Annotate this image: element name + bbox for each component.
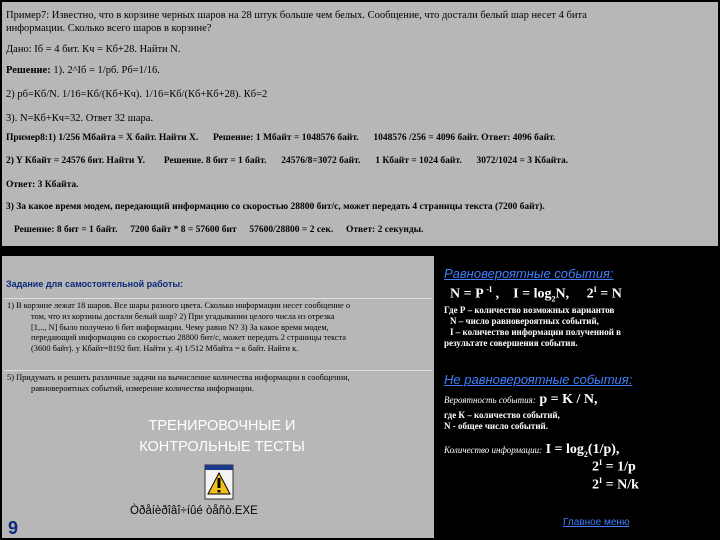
tasks-title: Задание для самостоятельной работы: [6,279,184,289]
equiprobable-title: Равновероятные события: [444,266,614,281]
task1-line4: передающий информацию со скоростью 28800 бит/с, может передать 2 страницы текста [31,333,347,343]
exe-file-label[interactable]: Òðåíèðîâî÷íûé òåñò.EXE [130,505,258,517]
exe-file-icon[interactable] [204,464,234,500]
example8-answer: Ответ: 3 Кбайта. [6,180,79,190]
example8-part2-solution: Решение. 8 бит = 1 байт. [163,156,267,166]
example8-part1-answer: 1048576 /256 = 4096 байт. Ответ: 4096 байт. [373,133,556,143]
example8-part1-task: Пример8:1) 1/256 Мбайта = Х байт. Найти Х. [6,133,199,143]
information-formula: $I = \log_2(1/p)$, [542,442,620,459]
example7-solution-step3: 3). N=Кб+Кч=32. Ответ 32 шара. [6,113,154,124]
example8-part2-result: 3072/1024 = 3 Кбайта. [476,156,569,166]
equiprobable-formula: N = P $^{-I}$ , $I = \log_2N$, $2^I = N$ [450,285,622,304]
tests-heading [102,416,342,458]
eq-desc-line3: I – количество информации полученной в [450,327,622,337]
part3-answer: Ответ: 2 секунды. [345,225,424,235]
example7-solution-step1 [6,64,160,77]
task1-line5: (3600 байт). у Кбайт=8192 бит. Найти у. 4) 1/512 Мбайта = к байт. Найти к. [31,344,299,354]
information-row [444,440,619,459]
example8-part2-kbyte: 1 Кбайт = 1024 байт. [375,156,462,166]
nonequiprobable-description [444,410,560,432]
example8-line1 [6,132,555,145]
solution-step1-text: 1). 2^Iб = 1/pб. Pб=1/16. [50,65,160,76]
task2-line1: 5) Придумать и решить различные задачи на вычисление количества информации в сообщении, [7,373,350,382]
probability-row [444,390,597,408]
eq-desc-line1: Где Р – количество возможных вариантов [444,305,615,315]
information-formula-3: $2^I = N/k$ [592,476,639,493]
example7-line2: информации. Сколько всего шаров в корзине? [6,23,212,34]
task1-line3: [1,.., N] было получено 6 бит информации. Чему равно N? 3) За какое время модем, [31,322,329,332]
probability-formula: p = K / N, [535,392,598,407]
eq-desc-line4: результате совершения события. [444,338,578,348]
examples-panel [2,2,718,246]
task1-line2: том, что из корзины достали белый шар? 2) При угадывании целого числа из отрезка [31,311,335,321]
example8-part3-task: 3) За какое время модем, передающий информацию со скоростью 28800 бит/с, может передать 4 страницы текста (7200 байт). [6,202,545,212]
information-formula-2: $2^I = 1/p$ [592,458,636,475]
task1-line1: 1) В корзине лежат 18 шаров. Все шары разного цвета. Сколько информации несет сообщение о [7,301,351,310]
example8-part1-solution: Решение: 1 Мбайт = 1048576 байт. [213,133,359,143]
example8-part3-solution [14,224,423,237]
part3-solution-step1: Решение: 8 бит = 1 байт. [14,225,118,235]
solution-label: Решение: [6,65,51,76]
nonequiprobable-title: Не равновероятные события: [444,372,633,387]
neq-desc-line1: где К – количество событий, [444,410,560,420]
task-list-2 [4,370,432,401]
tests-heading-line1: ТРЕНИРОВОЧНЫЕ И [148,418,296,434]
eq-desc-line2: N – число равновероятных событий, [450,316,599,326]
tasks-panel [2,256,434,538]
example7-line1: Пример7: Известно, что в корзине черных шаров на 28 штук больше чем белых. Сообщение, что достали белый шар несет 4 бита [6,10,587,21]
example7-solution-step2: 2) pб=Кб/N. 1/16=Кб/(Кб+Кч). 1/16=Кб/(Кб+Кб+28). Кб=2 [6,89,268,100]
task-list-1 [4,298,432,363]
example8-part2-task: 2) Y Кбайт = 24576 бит. Найти Y. [6,156,146,166]
part3-solution-step2: 7200 байт * 8 = 57600 бит [130,225,237,235]
task2-line2: равновероятных событий, измерение количества информации. [31,383,254,393]
example8-part2-calc: 24576/8=3072 байт. [281,156,361,166]
tests-heading-line2: КОНТРОЛЬНЫЕ ТЕСТЫ [139,439,305,455]
equiprobable-description [444,305,621,349]
example7-given: Дано: Iб = 4 бит. Кч = Кб+28. Найти N. [6,44,181,55]
part3-solution-step3: 57600/28800 = 2 сек. [249,225,334,235]
page-number: 9 [8,518,19,538]
main-menu-link[interactable]: Главное меню [563,517,630,528]
probability-label: Вероятность события: [444,395,536,405]
example8-line2 [6,155,568,168]
neq-desc-line2: N - общее число событий. [444,421,548,431]
information-label: Количество информации: [444,445,543,455]
